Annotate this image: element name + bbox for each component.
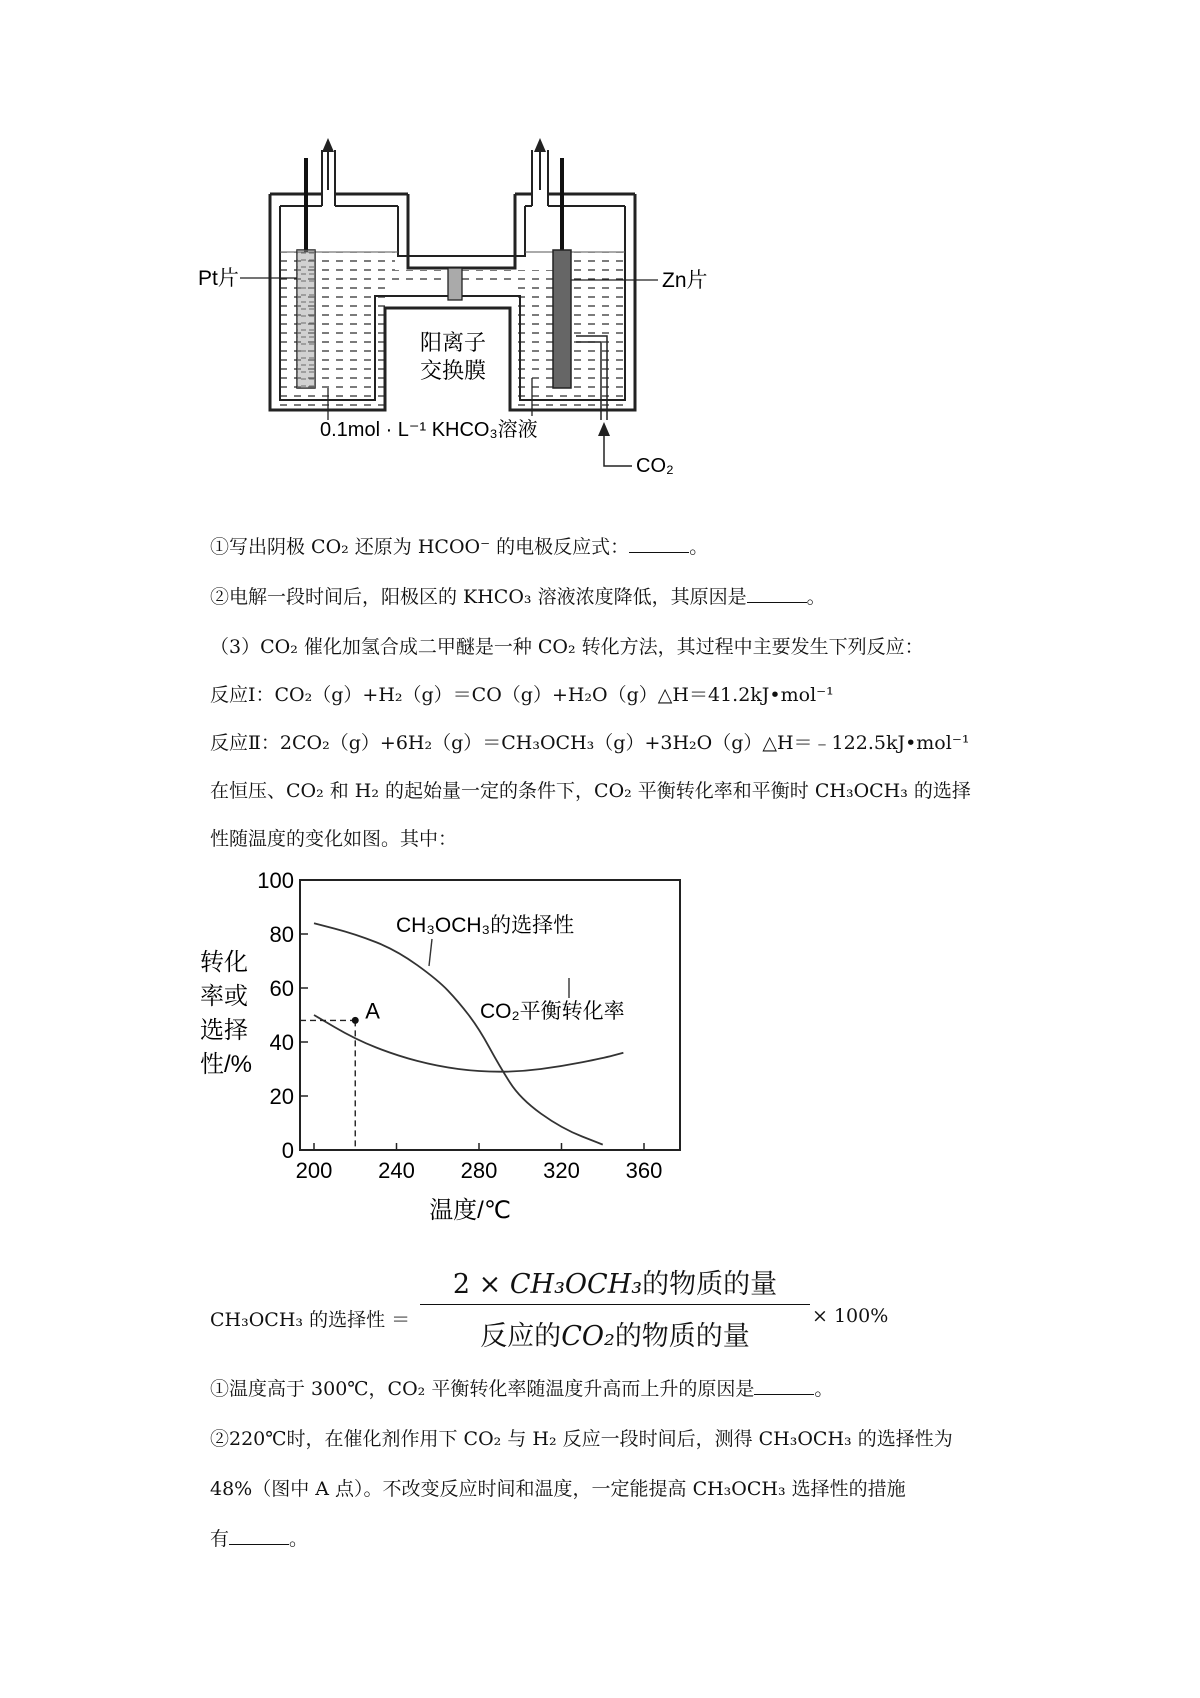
cation-exchange-membrane bbox=[448, 268, 462, 300]
answer-blank-1b[interactable] bbox=[747, 586, 807, 603]
selectivity-curve bbox=[314, 923, 603, 1144]
pt-label: Pt片 bbox=[198, 267, 239, 290]
point-a-label: A bbox=[365, 998, 380, 1024]
condition-line-1: 在恒压、CO₂ 和 H₂ 的起始量一定的条件下，CO₂ 平衡转化率和平衡时 CH₃OCH₃ 的选择 bbox=[210, 780, 971, 802]
y-axis-label: 转化 bbox=[200, 949, 248, 976]
condition-line-2: 性随温度的变化如图。其中： bbox=[210, 828, 458, 850]
reaction-1: 反应Ⅰ：CO₂（g）+H₂（g）＝CO（g）+H₂O（g）△H＝41.2kJ•mol⁻¹ bbox=[210, 684, 834, 706]
x-tick-label: 200 bbox=[295, 1158, 333, 1183]
solution-label: 0.1mol · L⁻¹ KHCO₃溶液 bbox=[320, 419, 538, 441]
question-1b: ②电解一段时间后，阳极区的 KHCO₃ 溶液浓度降低，其原因是 。 bbox=[210, 586, 826, 608]
answer-blank-1a[interactable] bbox=[629, 536, 689, 553]
y-axis-label: 选择 bbox=[200, 1017, 248, 1044]
x-axis-label: 温度/℃ bbox=[429, 1197, 511, 1224]
series-leader-selectivity bbox=[429, 939, 432, 966]
y-tick-label: 40 bbox=[269, 1030, 294, 1055]
y-tick-label: 60 bbox=[269, 976, 294, 1001]
x-tick-label: 240 bbox=[378, 1158, 415, 1183]
co2-label: CO₂ bbox=[636, 455, 674, 477]
conversion-curve bbox=[314, 1015, 623, 1072]
formula-denominator: 反应的CO₂的物质的量 bbox=[480, 1321, 750, 1352]
zn-label: Zn片 bbox=[662, 269, 708, 292]
x-tick-label: 320 bbox=[543, 1158, 580, 1183]
question-3-intro: （3）CO₂ 催化加氢合成二甲醚是一种 CO₂ 转化方法，其过程中主要发生下列反应： bbox=[210, 636, 924, 658]
answer-blank-3b[interactable] bbox=[229, 1528, 289, 1545]
x-tick-label: 280 bbox=[460, 1158, 498, 1183]
y-tick-label: 80 bbox=[269, 922, 294, 947]
membrane-label-2: 交换膜 bbox=[420, 358, 487, 383]
point-a-marker bbox=[352, 1017, 359, 1024]
zn-electrode bbox=[553, 250, 571, 388]
y-tick-label: 20 bbox=[269, 1084, 294, 1109]
selectivity-label: CH₃OCH₃ 的选择性 ＝ bbox=[210, 1309, 411, 1331]
membrane-label-1: 阳离子 bbox=[420, 330, 487, 355]
question-3a: ①温度高于 300℃，CO₂ 平衡转化率随温度升高而上升的原因是 。 bbox=[210, 1378, 834, 1400]
answer-blank-3a[interactable] bbox=[754, 1378, 814, 1395]
series-label-selectivity: CH₃OCH₃的选择性 bbox=[396, 914, 575, 937]
y-axis-label: 率或 bbox=[200, 983, 248, 1010]
question-1a: ①写出阴极 CO₂ 还原为 HCOO⁻ 的电极反应式： 。 bbox=[210, 536, 709, 558]
electrolysis-diagram bbox=[180, 130, 760, 490]
x-tick-label: 360 bbox=[625, 1158, 663, 1183]
conversion-selectivity-chart bbox=[200, 870, 760, 1260]
question-3b-line-1: ②220℃时，在催化剂作用下 CO₂ 与 H₂ 反应一段时间后，测得 CH₃OCH₃ 的选择性为 bbox=[210, 1428, 953, 1450]
formula-numerator: 2 × CH₃OCH₃的物质的量 bbox=[452, 1269, 778, 1300]
series-label-conversion: CO₂平衡转化率 bbox=[480, 1000, 625, 1023]
y-axis-label: 性/% bbox=[200, 1051, 253, 1078]
y-tick-label: 100 bbox=[257, 870, 294, 893]
y-tick-label: 0 bbox=[281, 1138, 294, 1163]
question-3b-line-3: 有 。 bbox=[210, 1528, 309, 1550]
times-100: × 100% bbox=[812, 1305, 889, 1327]
reaction-2: 反应Ⅱ：2CO₂（g）+6H₂（g）＝CH₃OCH₃（g）+3H₂O（g）△H＝﹣122.5kJ•mol⁻¹ bbox=[210, 732, 970, 754]
question-3b-line-2: 48%（图中 A 点）。不改变反应时间和温度，一定能提高 CH₃OCH₃ 选择性的措施 bbox=[210, 1478, 906, 1500]
